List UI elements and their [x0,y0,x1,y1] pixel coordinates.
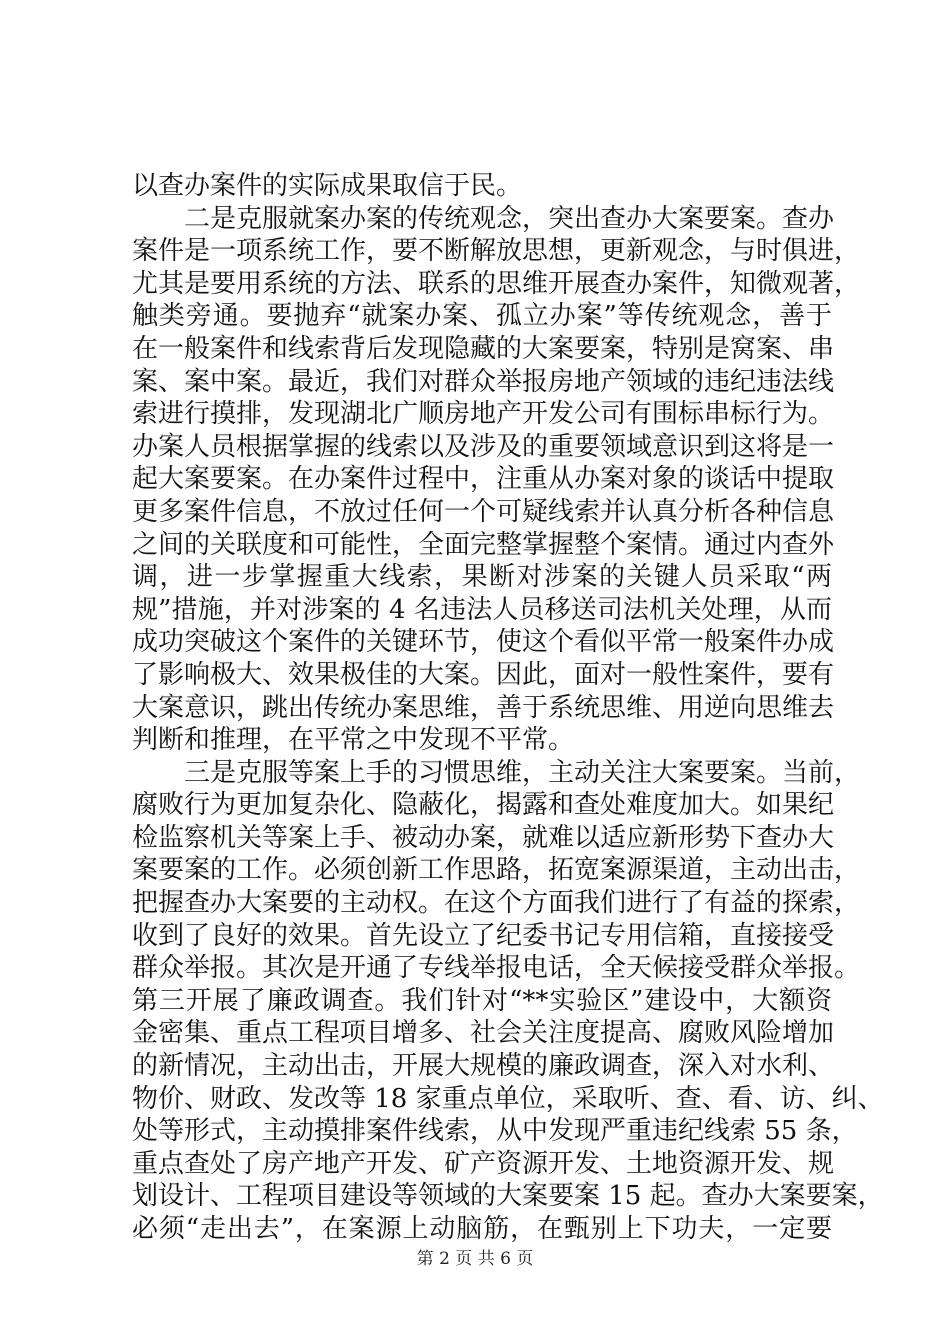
text-line: 重点查处了房产地产开发、矿产资源开发、土地资源开发、规 [132,1148,835,1179]
text-line: 案件是一项系统工作，要不断解放思想，更新观念，与时俱进， [132,236,861,267]
text-line: 起大案要案。在办案件过程中，注重从办案对象的谈话中提取 [132,464,835,495]
text-line: 调，进一步掌握重大线索，果断对涉案的关键人员采取“两 [132,562,832,593]
text-line: 判断和推理，在平常之中发现不平常。 [132,725,575,756]
text-line: 尤其是要用系统的方法、联系的思维开展查办案件，知微观著， [132,268,861,299]
page-number-label: 第 2 页 共 6 页 [416,1249,534,1269]
text-line: 必须“走出去”，在案源上动脑筋，在甄别上下功夫，一定要 [132,1214,832,1244]
text-line: 收到了良好的效果。首先设立了纪委书记专用信箱，直接接受 [132,920,835,951]
text-line: 的新情况，主动出击，开展大规模的廉政调查，深入对水利、 [132,1051,835,1082]
text-line: 物价、财政、发改等 18 家重点单位，采取听、查、看、访、纠、 [132,1083,884,1114]
text-line: 了影响极大、效果极佳的大案。因此，面对一般性案件，要有 [132,659,835,690]
text-line: 第三开展了廉政调查。我们针对“**实验区”建设中，大额资 [132,985,832,1016]
text-line: 办案人员根据掌握的线索以及涉及的重要领域意识到这将是一 [132,431,835,462]
body-text [132,170,884,1246]
page-footer [0,1244,950,1269]
text-line: 之间的关联度和可能性，全面完整掌握整个案情。通过内查外 [132,529,835,560]
text-line: 把握查办大案要的主动权。在这个方面我们进行了有益的探索， [132,888,861,919]
text-line: 检监察机关等案上手、被动办案，就难以适应新形势下查办大 [132,822,835,853]
paragraph-start-line: 二是克服就案办案的传统观念，突出查办大案要案。查办 [184,203,835,234]
text-line: 金密集、重点工程项目增多、社会关注度提高、腐败风险增加 [132,1018,835,1049]
text-line: 在一般案件和线索背后发现隐藏的大案要案，特别是窝案、串 [132,333,835,364]
text-line: 大案意识，跳出传统办案思维，善于系统思维、用逆向思维去 [132,692,835,723]
text-line: 规”措施，并对涉案的 4 名违法人员移送司法机关处理，从而 [132,594,832,625]
text-line: 处等形式，主动摸排案件线索，从中发现严重违纪线索 55 条， [132,1116,858,1147]
paragraph-start-line: 三是克服等案上手的习惯思维，主动关注大案要案。当前， [184,757,861,788]
text-line: 更多案件信息，不放过任何一个可疑线索并认真分析各种信息 [132,496,835,527]
text-line: 案、案中案。最近，我们对群众举报房地产领域的违纪违法线 [132,366,835,397]
text-line: 腐败行为更加复杂化、隐蔽化，揭露和查处难度加大。如果纪 [132,790,835,821]
text-line: 成功突破这个案件的关键环节，使这个看似平常一般案件办成 [132,627,835,658]
text-line: 触类旁通。要抛弃“就案办案、孤立办案”等传统观念，善于 [132,301,832,332]
text-line: 以查办案件的实际成果取信于民。 [132,171,523,201]
text-line: 案要案的工作。必须创新工作思路，拓宽案源渠道，主动出击， [132,855,861,886]
text-line: 索进行摸排，发现湖北广顺房地产开发公司有围标串标行为。 [132,399,835,430]
text-line: 划设计、工程项目建设等领域的大案要案 15 起。查办大案要案， [132,1181,884,1212]
text-line: 群众举报。其次是开通了专线举报电话，全天候接受群众举报。 [132,953,861,984]
